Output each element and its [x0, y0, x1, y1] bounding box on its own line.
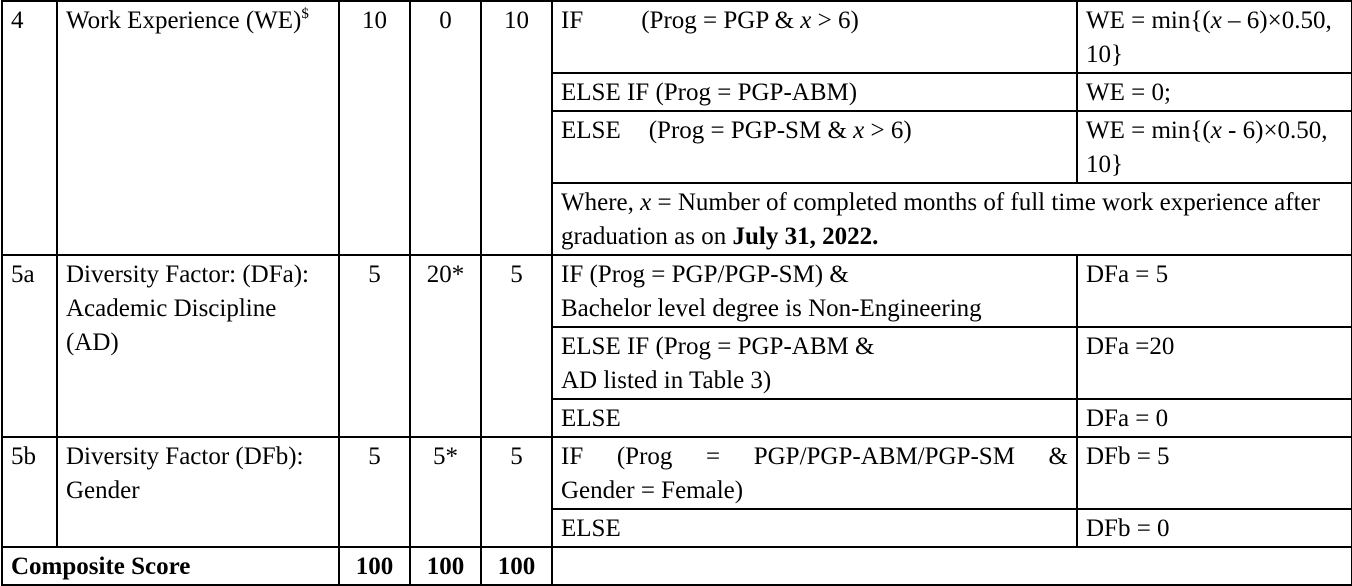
criterion-cell: [57, 1, 339, 255]
condition-line: Gender = Female): [561, 477, 744, 504]
condition-line: AD listed in Table 3): [561, 367, 772, 394]
criterion-cell: [57, 255, 339, 437]
score-col2: 20*: [410, 255, 481, 437]
condition-cell: [552, 327, 1077, 399]
result-text: WE = min{(: [1086, 117, 1211, 144]
result-text: WE = min{(: [1086, 7, 1211, 34]
condition-keyword: IF: [561, 443, 584, 470]
score-col1: 5: [339, 255, 410, 437]
score-col2: 0: [410, 1, 481, 255]
criterion-label: Work Experience (WE): [66, 7, 302, 34]
variable-x: x: [640, 189, 652, 216]
result-text: - 6)×0.50, 10}: [1086, 117, 1328, 178]
variable-x: x: [1210, 117, 1222, 144]
condition-text: > 6): [864, 117, 912, 144]
note-cell: [552, 183, 1352, 255]
score-col3: 10: [481, 1, 552, 255]
variable-x: x: [1210, 7, 1222, 34]
composite-col1: 100: [339, 547, 410, 585]
table-row-dfa: [2, 255, 1352, 327]
scoring-table: [1, 0, 1352, 586]
note-date: July 31, 2022.: [732, 223, 879, 250]
result-cell: DFa = 5: [1077, 255, 1352, 327]
criterion-sub-label: Academic Discipline (AD): [66, 295, 277, 356]
table-row-dfb: [2, 437, 1352, 509]
condition-cell: [552, 1, 1077, 73]
condition-line: Bachelor level degree is Non-Engineering: [561, 295, 982, 322]
row-number: 5a: [2, 255, 57, 437]
score-col3: 5: [481, 437, 552, 547]
result-cell: DFa = 0: [1077, 399, 1352, 437]
condition-line: IF (Prog = PGP/PGP-SM) &: [561, 261, 849, 288]
score-col3: 5: [481, 255, 552, 437]
score-col1: 5: [339, 437, 410, 547]
condition-cell: ELSE: [552, 509, 1077, 547]
criterion-cell: Diversity Factor (DFb): Gender: [57, 437, 339, 547]
row-number: 5b: [2, 437, 57, 547]
row-number: 4: [2, 1, 57, 255]
composite-col2: 100: [410, 547, 481, 585]
result-cell: DFb = 0: [1077, 509, 1352, 547]
variable-x: x: [853, 117, 865, 144]
condition-keyword: IF: [561, 7, 584, 34]
condition-cell: [552, 255, 1077, 327]
composite-label: Composite Score: [2, 547, 339, 585]
variable-x: x: [800, 7, 812, 34]
score-col2: 5*: [410, 437, 481, 547]
criterion-footnote-mark: $: [301, 6, 309, 22]
condition-text: (Prog = PGP/PGP-ABM/PGP-SM &: [616, 443, 1068, 470]
condition-text: > 6): [811, 7, 859, 34]
condition-cell: ELSE IF (Prog = PGP-ABM): [552, 73, 1077, 111]
condition-line: [561, 440, 1068, 474]
composite-col3: 100: [481, 547, 552, 585]
result-text: – 6)×0.50, 10}: [1086, 7, 1332, 68]
condition-cell: ELSE: [552, 399, 1077, 437]
condition-cell: [552, 111, 1077, 183]
condition-text: (Prog = PGP &: [641, 7, 801, 34]
criterion-label: Diversity Factor: (DFa):: [66, 261, 310, 288]
condition-text: (Prog = PGP-SM &: [648, 117, 854, 144]
result-cell: DFa =20: [1077, 327, 1352, 399]
condition-line: ELSE IF (Prog = PGP-ABM &: [561, 333, 875, 360]
result-cell: DFb = 5: [1077, 437, 1352, 509]
score-col1: 10: [339, 1, 410, 255]
table-row-work-experience: [2, 1, 1352, 73]
composite-empty-cell: [552, 547, 1352, 585]
table-row-composite: [2, 547, 1352, 585]
note-text: = Number of completed months of full time work experience after graduation as on: [561, 189, 1320, 250]
result-cell: WE = 0;: [1077, 73, 1352, 111]
result-cell: [1077, 1, 1352, 73]
note-text: Where,: [561, 189, 641, 216]
condition-cell: [552, 437, 1077, 509]
result-cell: [1077, 111, 1352, 183]
condition-keyword: ELSE: [561, 117, 621, 144]
